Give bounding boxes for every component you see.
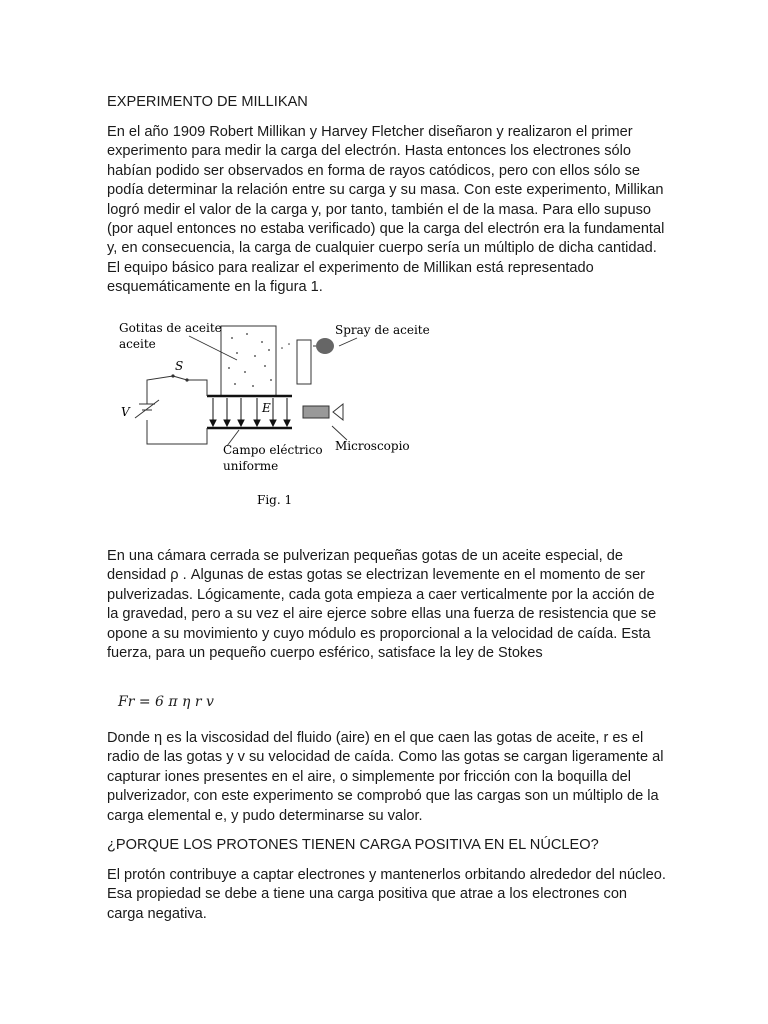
label-switch: S	[175, 359, 184, 373]
millikan-apparatus-diagram	[107, 308, 437, 518]
label-microscope: Microscopio	[335, 439, 410, 453]
label-droplets-line2: aceite	[119, 337, 156, 351]
paragraph-intro: En el año 1909 Robert Millikan y Harvey Fletcher diseñaron y realizaron el primer experimento para medir la carga del electrón. Hasta entonces los electrones sólo habían podido ser observados en forma de rayos catódicos, pero con ellos sólo se podía determinar la relación entre su carga y su masa. Con este experimento, Millikan logró medir el valor de la carga y, por tanto, también el de la masa. Para ello supuso (por aquel entonces no estaba verificado) que la carga del electrón era la fundamental y, en consecuencia, la carga de cualquier cuerpo sería un múltiplo de dicha cantidad. El equipo básico para realizar el experimento de Millikan está representado esquemáticamente en la figura 1.	[107, 124, 665, 296]
paragraph-chamber: En una cámara cerrada se pulverizan pequeñas gotas de un aceite especial, de densidad ρ . Algunas de estas gotas se electrizan levemente en el momento de ser pulverizadas. Lógicamente, cada gota empieza a caer verticalmente por la acción de la gravedad, pero a su vez el aire ejerce sobre ellas una fuerza de resistencia que se opone a su movimiento y cuyo módulo es proporcional a la velocidad de caída. Esta fuerza, para un pequeño cuerpo esférico, satisface la ley de Stokes	[107, 548, 657, 662]
paragraph-viscosity: Donde η es la viscosidad del fluido (aire) en el que caen las gotas de aceite, r es el radio de las gotas y v su velocidad de caída. Como las gotas se cargan ligeramente al capturar iones presentes en el aire, o simplemente por fricción con la boquilla del pulverizador, con este experimento se comprobó que las cargas son un múltiplo de la carga elemental e, y pudo determinarse su valor.	[107, 730, 664, 824]
microscope-tube	[303, 406, 329, 418]
chamber	[221, 326, 276, 396]
stokes-formula: Fr = 6 π η r v	[118, 694, 214, 710]
label-field-symbol: E	[262, 401, 271, 415]
field-arrows	[210, 398, 290, 426]
label-field: Campo eléctrico	[223, 443, 323, 457]
millikan-figure	[107, 308, 437, 518]
spray-tube	[297, 340, 311, 384]
section-heading: ¿PORQUE LOS PROTONES TIENEN CARGA POSITIVA EN EL NÚCLEO?	[107, 837, 599, 853]
label-field-line2: uniforme	[223, 459, 279, 473]
eye-icon	[333, 404, 343, 420]
page-title: EXPERIMENTO DE MILLIKAN	[107, 94, 308, 110]
circuit	[135, 376, 207, 444]
figure-caption: Fig. 1	[257, 493, 293, 507]
spray-bulb	[316, 338, 334, 354]
label-voltage: V	[121, 405, 130, 419]
paragraph-proton: El protón contribuye a captar electrones y mantenerlos orbitando alrededor del núcleo. Esa propiedad se debe a tiene una carga positiva que atrae a los electrones con carga negativa.	[107, 867, 666, 922]
label-spray: Spray de aceite	[335, 323, 430, 337]
oil-droplets	[228, 333, 290, 387]
label-droplets: Gotitas de aceite	[119, 321, 222, 335]
